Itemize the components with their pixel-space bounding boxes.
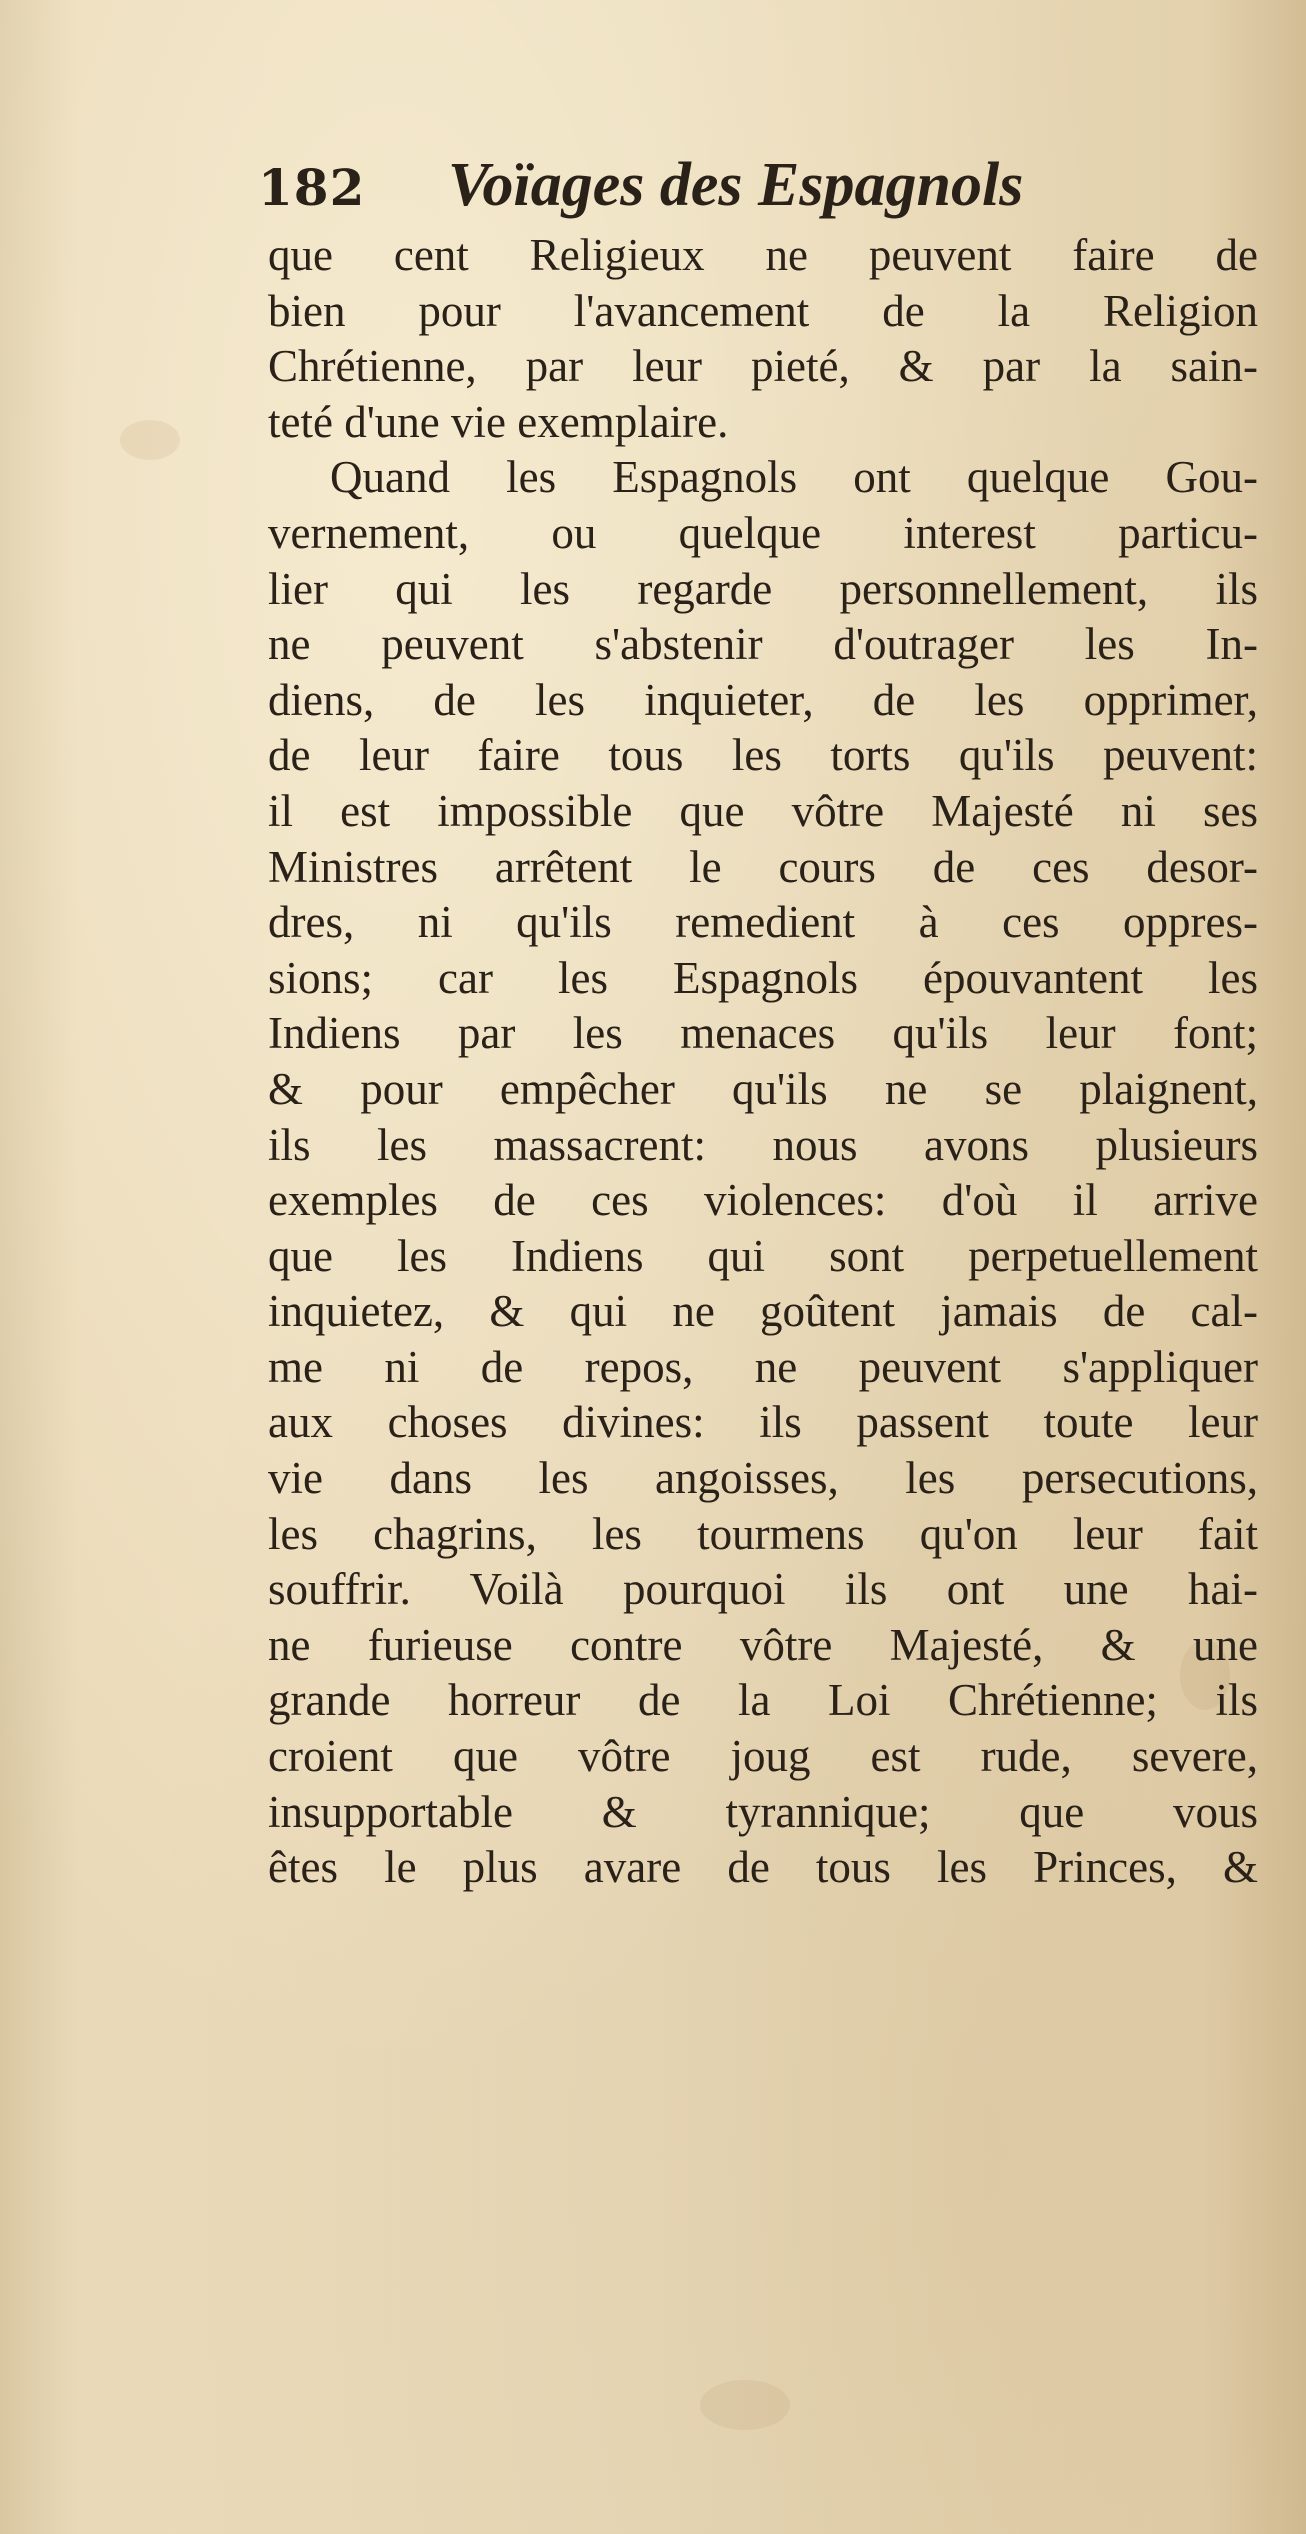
text-line: êtes le plus avare de tous les Princes, & xyxy=(268,1842,1258,1893)
paragraph xyxy=(268,450,1258,1895)
text-line: Indiens par les menaces qu'ils leur font; xyxy=(268,1008,1258,1059)
paper-stain xyxy=(700,2380,790,2430)
text-line: les chagrins, les tourmens qu'on leur fait xyxy=(268,1508,1258,1559)
text-line: ne furieuse contre vôtre Majesté, & une xyxy=(268,1619,1258,1670)
text-line: que les Indiens qui sont perpetuellement xyxy=(268,1230,1258,1281)
text-line: Quand les Espagnols ont quelque Gou- xyxy=(330,452,1258,503)
text-line: croient que vôtre joug est rude, severe, xyxy=(268,1731,1258,1782)
running-title: Voïages des Espagnols xyxy=(448,151,1024,219)
text-line: Chrétienne, par leur pieté, & par la sain- xyxy=(268,341,1258,392)
text-line: grande horreur de la Loi Chrétienne; ils xyxy=(268,1675,1258,1726)
text-line: vernement, ou quelque interest particu- xyxy=(268,507,1258,558)
text-line: vie dans les angoisses, les persecutions, xyxy=(268,1453,1258,1504)
text-line: teté d'une vie exemplaire. xyxy=(268,396,729,447)
text-line: bien pour l'avancement de la Religion xyxy=(268,285,1258,336)
text-line: & pour empêcher qu'ils ne se plaignent, xyxy=(268,1063,1258,1114)
text-line: Ministres arrêtent le cours de ces desor- xyxy=(268,841,1258,892)
text-line: ils les massacrent: nous avons plusieurs xyxy=(268,1119,1258,1170)
running-head xyxy=(258,150,1258,230)
text-line: aux choses divines: ils passent toute leur xyxy=(268,1397,1258,1448)
text-line: inquietez, & qui ne goûtent jamais de cal- xyxy=(268,1286,1258,1337)
text-line: que cent Religieux ne peuvent faire de xyxy=(268,230,1258,280)
text-line: exemples de ces violences: d'où il arrive xyxy=(268,1175,1258,1226)
text-line: sions; car les Espagnols épouvantent les xyxy=(268,952,1258,1003)
text-line: diens, de les inquieter, de les opprimer, xyxy=(268,674,1258,725)
text-line: lier qui les regarde personnellement, ils xyxy=(268,563,1258,614)
text-line: il est impossible que vôtre Majesté ni ses xyxy=(268,785,1258,836)
text-line: ne peuvent s'abstenir d'outrager les In- xyxy=(268,619,1258,670)
page-number: 182 xyxy=(258,158,366,217)
text-line: me ni de repos, ne peuvent s'appliquer xyxy=(268,1341,1258,1392)
text-line: souffrir. Voilà pourquoi ils ont une hai- xyxy=(268,1564,1258,1615)
text-line: insupportable & tyrannique; que vous xyxy=(268,1786,1258,1837)
text-line: de leur faire tous les torts qu'ils peuvent: xyxy=(268,730,1258,781)
paragraph xyxy=(268,228,1258,450)
text-line: dres, ni qu'ils remedient à ces oppres- xyxy=(268,897,1258,948)
paper-stain xyxy=(120,420,180,460)
body-text xyxy=(268,228,1258,1896)
